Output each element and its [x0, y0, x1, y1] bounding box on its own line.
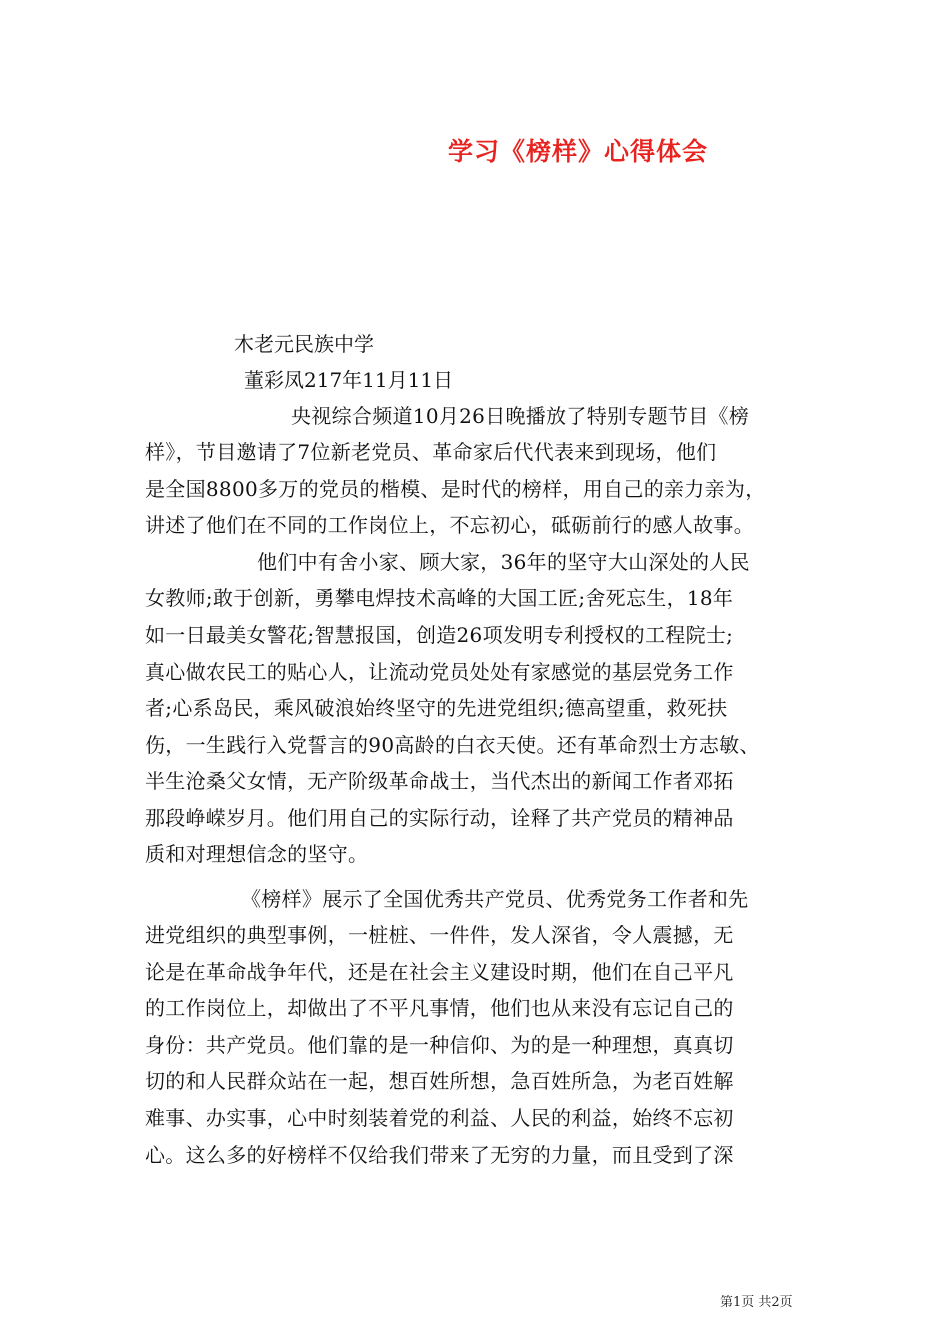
body-line: 他们中有舍小家、顾大家，36年的坚守大山深处的人民: [257, 550, 750, 574]
body-line: 女教师;敢于创新，勇攀电焊技术高峰的大国工匠;舍死忘生，18年: [145, 586, 734, 610]
body-line: 心。这么多的好榜样不仅给我们带来了无穷的力量，而且受到了深: [145, 1143, 734, 1167]
body-line: 是全国8800多万的党员的楷模、是时代的榜样，用自己的亲力亲为，: [145, 477, 766, 501]
page-footer: 第1页 共2页: [720, 1295, 793, 1310]
body-line: 质和对理想信念的坚守。: [145, 842, 369, 866]
body-line: 者;心系岛民，乘风破浪始终坚守的先进党组织;德高望重，救死扶: [145, 696, 728, 720]
body-line: 身份：共产党员。他们靠的是一种信仰、为的是一种理想，真真切: [145, 1033, 734, 1057]
body-line: 难事、办实事，心中时刻装着党的利益、人民的利益，始终不忘初: [145, 1106, 734, 1130]
school-name: 木老元民族中学: [234, 332, 374, 356]
body-line: 《榜样》展示了全国优秀共产党员、优秀党务工作者和先: [241, 887, 749, 911]
body-line: 样》，节目邀请了7位新老党员、革命家后代代表来到现场，他们: [145, 440, 717, 464]
body-line: 的工作岗位上，却做出了不平凡事情，他们也从来没有忘记自己的: [145, 996, 734, 1020]
body-line: 那段峥嵘岁月。他们用自己的实际行动，诠释了共产党员的精神品: [145, 806, 734, 830]
body-line: 进党组织的典型事例，一桩桩、一件件，发人深省，令人震撼，无: [145, 923, 734, 947]
document-title: 学习《榜样》心得体会: [448, 137, 709, 166]
body-line: 如一日最美女警花;智慧报国，创造26项发明专利授权的工程院士;: [145, 623, 734, 647]
body-line: 央视综合频道10月26日晚播放了特别专题节目《榜: [291, 404, 750, 428]
body-line: 真心做农民工的贴心人，让流动党员处处有家感觉的基层党务工作: [145, 660, 734, 684]
author-date: 董彩凤217年11月11日: [244, 368, 454, 392]
body-line: 论是在革命战争年代，还是在社会主义建设时期，他们在自己平凡: [145, 960, 734, 984]
body-line: 伤，一生践行入党誓言的90高龄的白衣天使。还有革命烈士方志敏、: [145, 733, 760, 757]
body-line: 半生沧桑父女情，无产阶级革命战士，当代杰出的新闻工作者邓拓: [145, 769, 734, 793]
body-line: 讲述了他们在不同的工作岗位上，不忘初心，砥砺前行的感人故事。: [145, 513, 754, 537]
body-line: 切的和人民群众站在一起，想百姓所想，急百姓所急，为老百姓解: [145, 1069, 734, 1093]
